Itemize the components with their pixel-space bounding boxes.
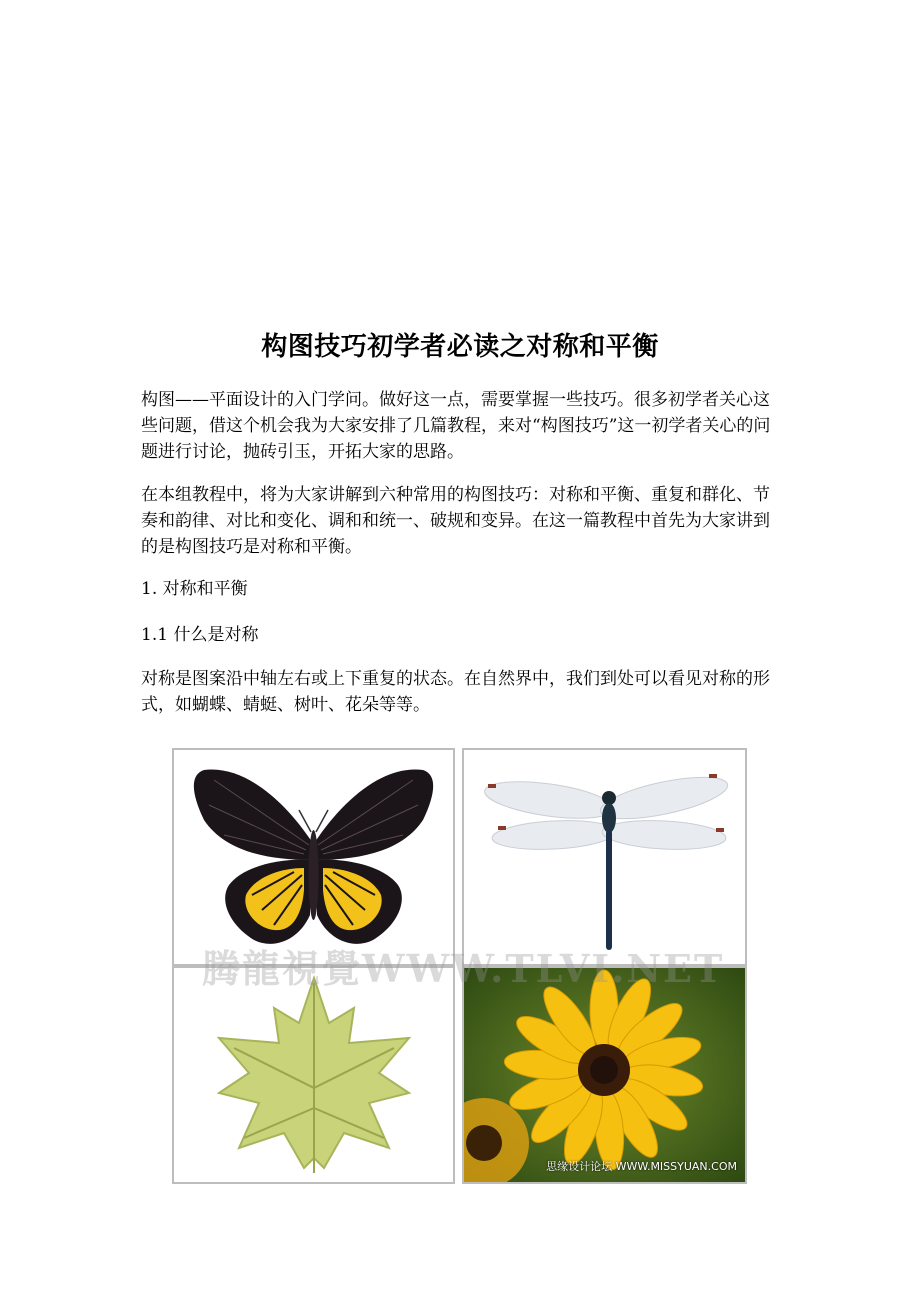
section-heading: 1. 对称和平衡 <box>141 579 248 599</box>
definition-paragraph: 对称是图案沿中轴左右或上下重复的状态。在自然界中，我们到处可以看见对称的形式，如蝴蝶、蜻蜓、树叶、花朵等等。 <box>141 669 770 715</box>
butterfly-image <box>172 748 455 966</box>
symmetry-figure <box>172 748 747 1184</box>
corner-watermark: 思缘设计论坛 WWW.MISSYUAN.COM <box>546 1160 737 1173</box>
subsection-heading: 1.1 什么是对称 <box>141 625 259 645</box>
intro-paragraph: 构图——平面设计的入门学问。做好这一点，需要掌握一些技巧。很多初学者关心这些问题，借这个机会我为大家安排了几篇教程，来对“构图技巧”这一初学者关心的问题进行讨论，抛砖引玉，开拓大家的思路。 <box>141 390 771 462</box>
center-watermark: 腾龍視覺WWW.TLVI.NET <box>202 946 725 991</box>
overview-paragraph: 在本组教程中，将为大家讲解到六种常用的构图技巧：对称和平衡、重复和群化、节奏和韵律、对比和变化、调和和统一、破规和变异。在这一篇教程中首先为大家讲到的是构图技巧是对称和平衡。 <box>141 485 770 557</box>
page-title: 构图技巧初学者必读之对称和平衡 <box>261 332 659 362</box>
leaf-image <box>172 966 455 1184</box>
flower-image <box>462 966 747 1184</box>
dragonfly-image <box>462 748 747 966</box>
